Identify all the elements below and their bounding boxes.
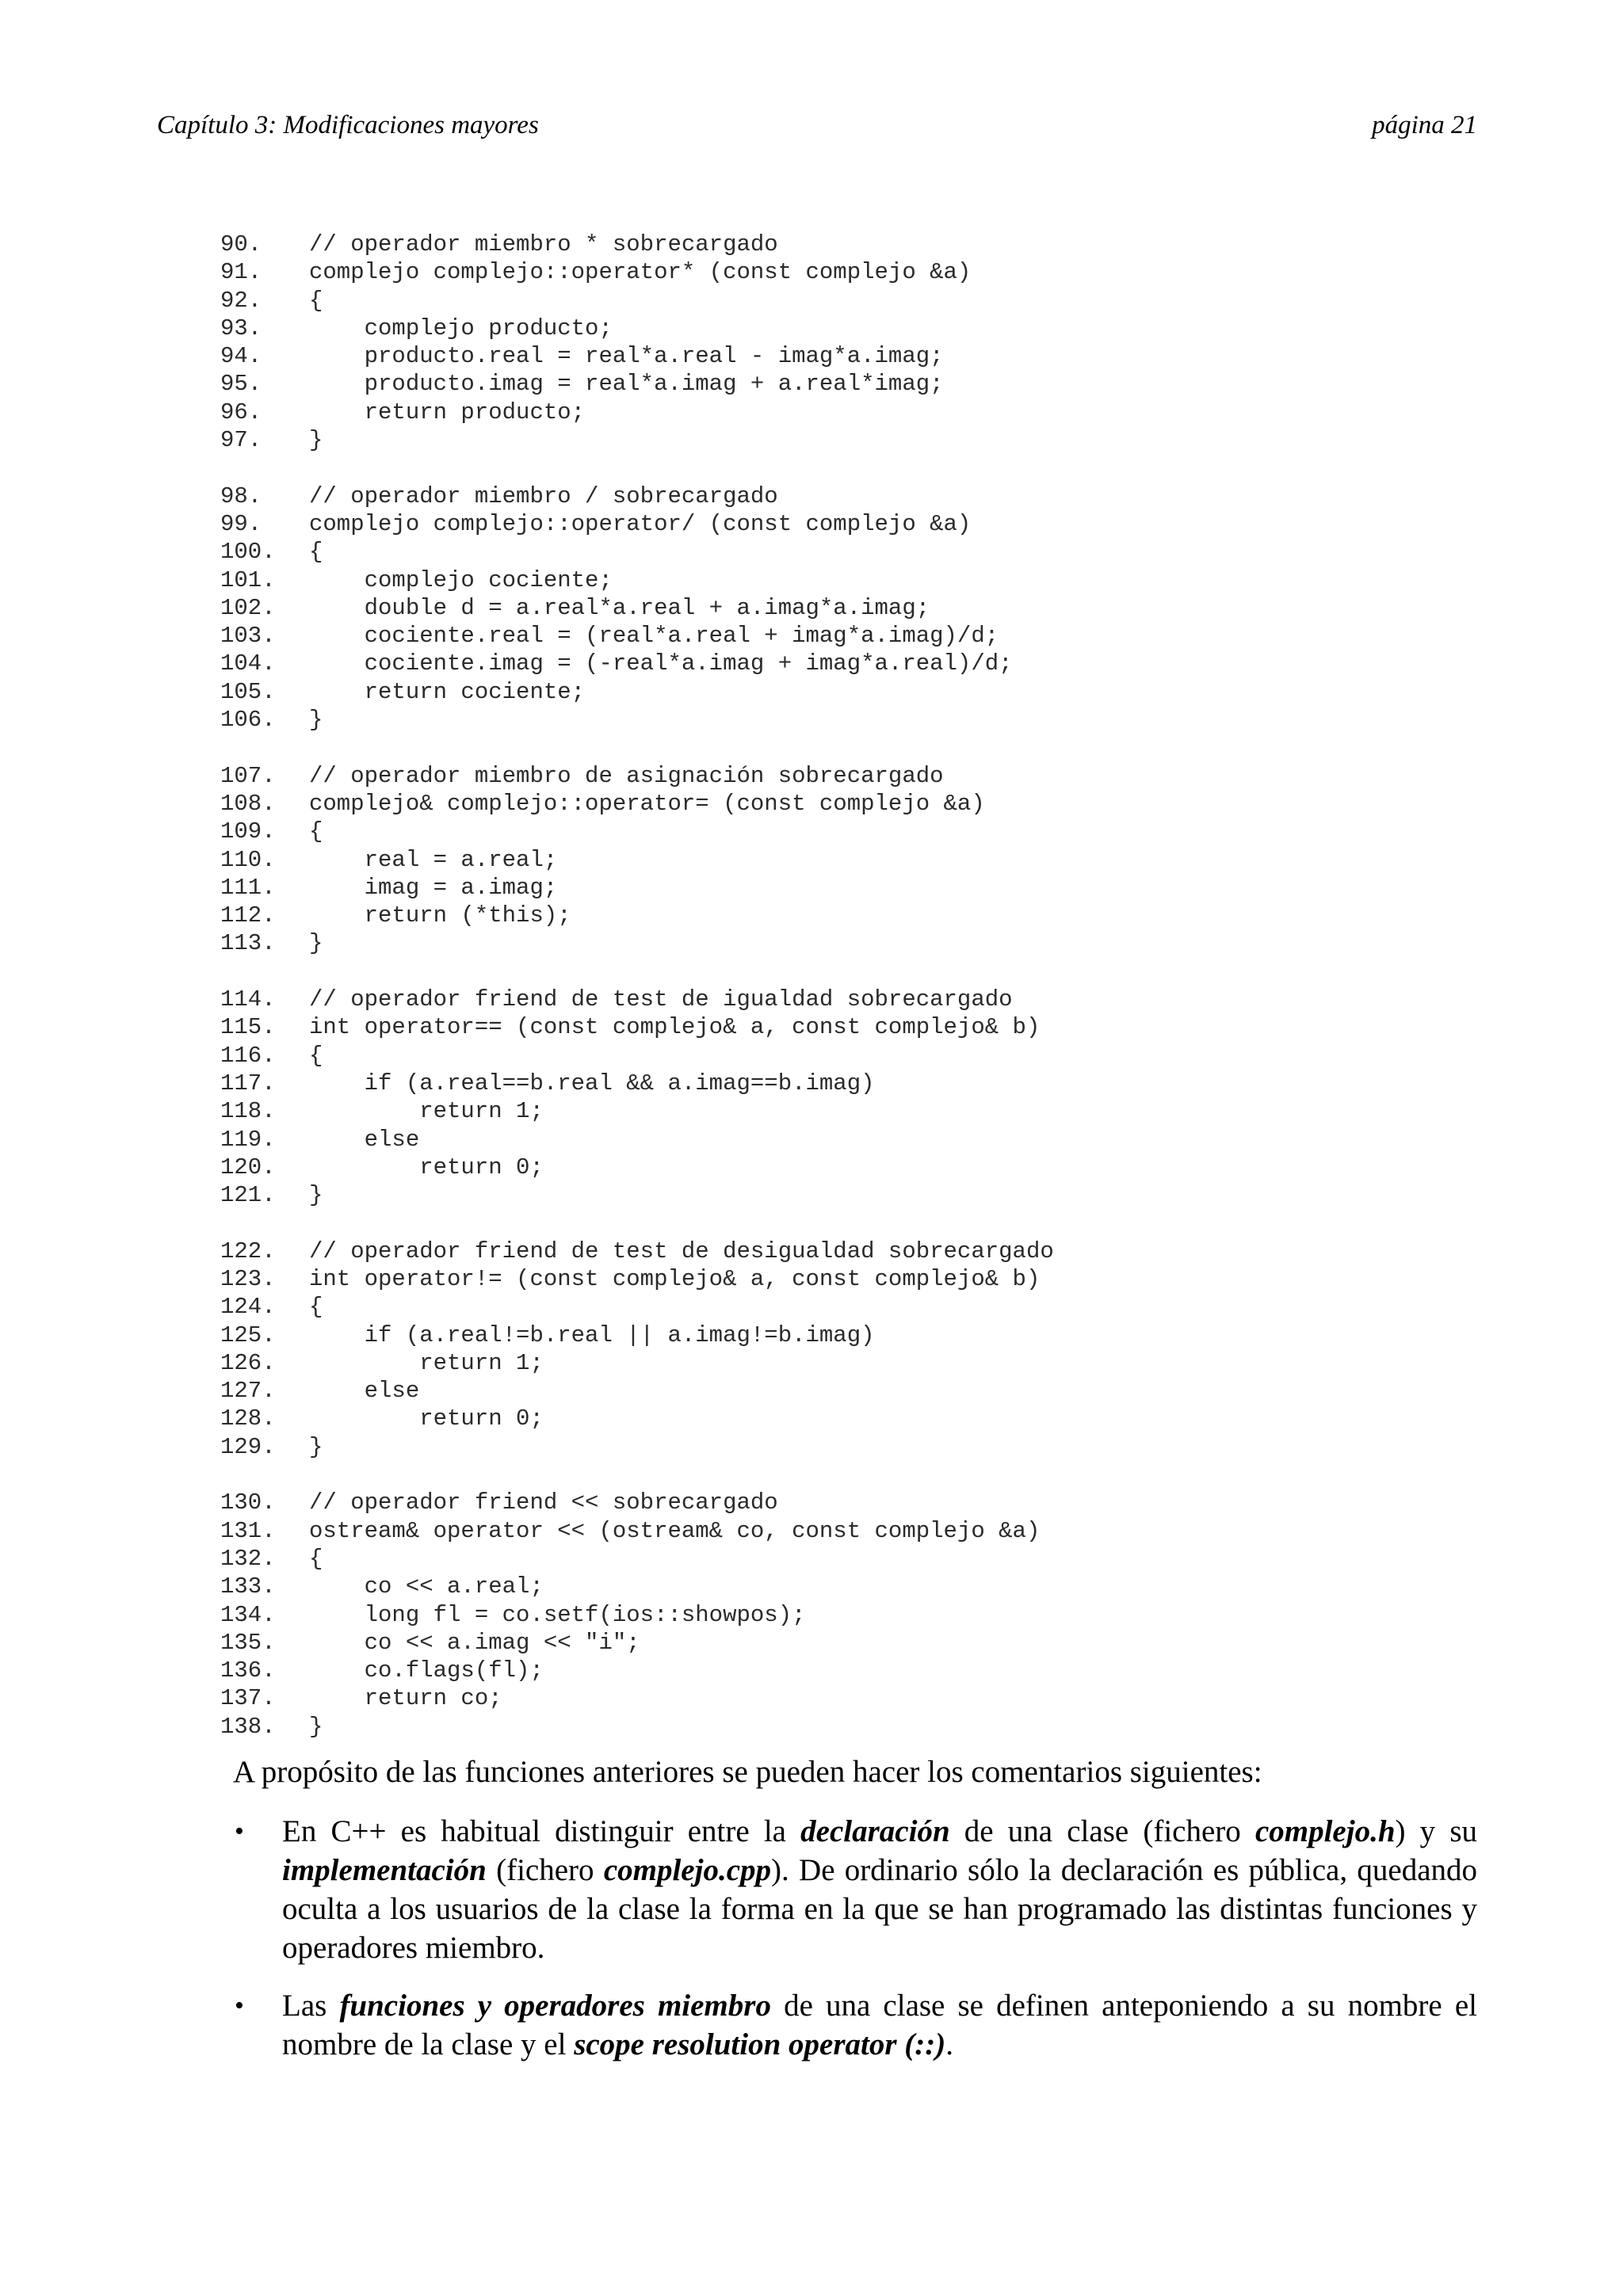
line-number: 135. [220,1629,276,1656]
code-line [220,1573,1488,1600]
line-number: 134. [220,1601,276,1628]
code-text: { [309,1294,323,1321]
code-line [220,678,1488,706]
line-number: 91. [220,259,262,286]
code-text: } [309,930,323,957]
code-text: complejo complejo::operator/ (const complejo &a) [309,510,972,537]
code-line [220,650,1488,677]
line-number: 92. [220,287,262,314]
code-text: // operador friend de test de desigualdad sobrecargado [309,1238,1054,1264]
code-text: double d = a.real*a.real + a.imag*a.imag; [309,594,930,621]
code-text: // operador friend << sobrecargado [309,1489,778,1516]
code-text: } [309,1182,323,1209]
line-number: 99. [220,510,262,537]
bullet-text: En C++ es habitual distinguir entre la declaración de una clase (fichero complejo.h) y su implementación (fichero complejo.cpp). De ordinario sólo la declaración es pública, quedando oculta a los usuarios de la clase la forma en la que se han programado las distintas funciones y operadores miembro. [282,1814,1478,1965]
line-number: 90. [220,231,262,257]
code-text: return 0; [309,1154,544,1180]
code-line [220,1433,1488,1461]
code-block-gap [220,1209,1488,1237]
code-text: } [309,427,323,454]
code-line [220,594,1488,622]
line-number: 136. [220,1657,276,1684]
code-line [220,706,1488,734]
code-text: } [309,1433,323,1460]
code-line [220,1657,1488,1684]
line-number: 98. [220,482,262,509]
code-line [220,1265,1488,1293]
code-text: return co; [309,1685,502,1712]
term-scope-resolution: scope resolution operator (::) [574,2027,946,2061]
code-line [220,1238,1488,1265]
line-number: 102. [220,594,276,621]
code-line [220,1629,1488,1657]
code-listing [220,231,1488,1741]
code-line [220,818,1488,845]
line-number: 97. [220,427,262,454]
code-block-gap [220,958,1488,986]
code-text: producto.real = real*a.real - imag*a.imag; [309,343,944,370]
code-text: return cociente; [309,678,586,705]
line-number: 107. [220,762,276,789]
code-line [220,790,1488,818]
code-text: else [309,1126,420,1153]
code-line [220,1517,1488,1545]
code-text: { [309,818,323,845]
line-number: 137. [220,1685,276,1712]
line-number: 130. [220,1489,276,1516]
code-line [220,1684,1488,1712]
term-declaracion: declaración [800,1814,950,1848]
line-number: 111. [220,874,276,901]
page-number: página 21 [1372,111,1477,139]
term-funciones-operadores: funciones y operadores miembro [339,1989,771,2023]
code-text: int operator!= (const complejo& a, const complejo& b) [309,1265,1041,1292]
line-number: 126. [220,1349,276,1376]
code-block-gap [220,1461,1488,1489]
code-line [220,1489,1488,1516]
line-number: 101. [220,566,276,593]
code-line [220,1126,1488,1154]
code-text: return producto; [309,399,586,425]
line-number: 125. [220,1322,276,1348]
code-line [220,1713,1488,1741]
code-line [220,426,1488,454]
code-line [220,1322,1488,1349]
code-line [220,902,1488,929]
code-text: co.flags(fl); [309,1657,544,1684]
bullet-item-declaration [233,1812,1477,1967]
code-text: complejo producto; [309,315,613,341]
code-text: int operator== (const complejo& a, const complejo& b) [309,1014,1041,1041]
line-number: 127. [220,1378,276,1405]
page-header [157,111,1477,151]
code-line [220,1097,1488,1125]
line-number: 129. [220,1433,276,1460]
code-line [220,1013,1488,1041]
code-line [220,399,1488,426]
code-line [220,1377,1488,1405]
line-number: 93. [220,315,262,341]
code-line [220,482,1488,510]
code-line [220,762,1488,790]
code-line [220,1154,1488,1181]
code-line [220,846,1488,874]
code-text: long fl = co.setf(ios::showpos); [309,1601,806,1628]
code-line [220,231,1488,258]
line-number: 109. [220,818,276,845]
line-number: 96. [220,399,262,425]
code-text: return 1; [309,1349,544,1376]
bullet-icon: • [235,1991,244,2020]
code-text: { [309,1545,323,1572]
code-line [220,1181,1488,1209]
code-text: if (a.real!=b.real || a.imag!=b.imag) [309,1322,875,1348]
code-text: real = a.real; [309,846,558,873]
line-number: 113. [220,930,276,957]
code-text: imag = a.imag; [309,874,558,901]
line-number: 103. [220,623,276,650]
line-number: 118. [220,1098,276,1125]
code-text: if (a.real==b.real && a.imag==b.imag) [309,1070,875,1097]
code-text: { [309,539,323,566]
line-number: 138. [220,1713,276,1740]
body-text [233,1753,1477,2083]
code-text: complejo cociente; [309,566,613,593]
code-block-gap [220,734,1488,761]
bullet-text: Las funciones y operadores miembro de una clase se definen anteponiendo a su nombre el nombre de la clase y el scope resolution operator (::). [282,1989,1477,2061]
code-text: cociente.real = (real*a.real + imag*a.imag)/d; [309,623,999,650]
line-number: 108. [220,790,276,817]
code-line [220,510,1488,538]
code-line [220,1070,1488,1097]
code-text: return (*this); [309,902,571,929]
line-number: 115. [220,1014,276,1041]
code-text: // operador miembro / sobrecargado [309,482,778,509]
code-line [220,1042,1488,1070]
code-text: } [309,707,323,734]
code-line [220,874,1488,902]
code-line [220,258,1488,286]
line-number: 112. [220,902,276,929]
code-text: // operador miembro * sobrecargado [309,231,778,257]
bullet-item-member-functions [233,1986,1477,2064]
line-number: 104. [220,650,276,677]
line-number: 123. [220,1265,276,1292]
code-line [220,986,1488,1013]
code-text: co << a.imag << "i"; [309,1629,640,1656]
line-number: 120. [220,1154,276,1180]
code-line [220,287,1488,315]
line-number: 117. [220,1070,276,1097]
line-number: 95. [220,371,262,398]
code-text: complejo& complejo::operator= (const complejo &a) [309,790,985,817]
line-number: 100. [220,539,276,566]
line-number: 131. [220,1517,276,1544]
line-number: 132. [220,1545,276,1572]
line-number: 105. [220,678,276,705]
code-line [220,1405,1488,1432]
code-line [220,929,1488,957]
code-text: { [309,1042,323,1069]
code-line [220,370,1488,398]
code-line [220,1293,1488,1321]
code-text: return 0; [309,1405,544,1432]
code-block-gap [220,454,1488,482]
line-number: 121. [220,1182,276,1209]
line-number: 124. [220,1294,276,1321]
code-line [220,1601,1488,1629]
line-number: 114. [220,986,276,1013]
code-line [220,538,1488,566]
code-line [220,315,1488,342]
line-number: 122. [220,1238,276,1264]
code-text: co << a.real; [309,1573,544,1600]
line-number: 133. [220,1573,276,1600]
term-complejo-cpp: complejo.cpp [603,1853,772,1887]
code-line [220,342,1488,370]
code-text: complejo complejo::operator* (const complejo &a) [309,259,972,286]
chapter-title: Capítulo 3: Modificaciones mayores [157,111,539,139]
bullet-icon: • [235,1817,244,1846]
line-number: 128. [220,1405,276,1432]
code-text: return 1; [309,1098,544,1125]
code-text: // operador miembro de asignación sobrecargado [309,762,944,789]
code-line [220,1349,1488,1377]
code-text: ostream& operator << (ostream& co, const complejo &a) [309,1517,1041,1544]
line-number: 116. [220,1042,276,1069]
code-text: { [309,287,323,314]
line-number: 94. [220,343,262,370]
code-text: cociente.imag = (-real*a.imag + imag*a.real)/d; [309,650,1013,677]
code-text: else [309,1378,420,1405]
line-number: 119. [220,1126,276,1153]
intro-paragraph: A propósito de las funciones anteriores se pueden hacer los comentarios siguientes: [233,1755,1262,1789]
code-line [220,622,1488,650]
code-text: } [309,1713,323,1740]
code-line [220,566,1488,594]
code-text: producto.imag = real*a.imag + a.real*imag; [309,371,944,398]
line-number: 110. [220,846,276,873]
code-text: // operador friend de test de igualdad sobrecargado [309,986,1013,1013]
line-number: 106. [220,707,276,734]
term-complejo-h: complejo.h [1254,1814,1396,1848]
term-implementacion: implementación [282,1853,487,1887]
code-line [220,1545,1488,1573]
